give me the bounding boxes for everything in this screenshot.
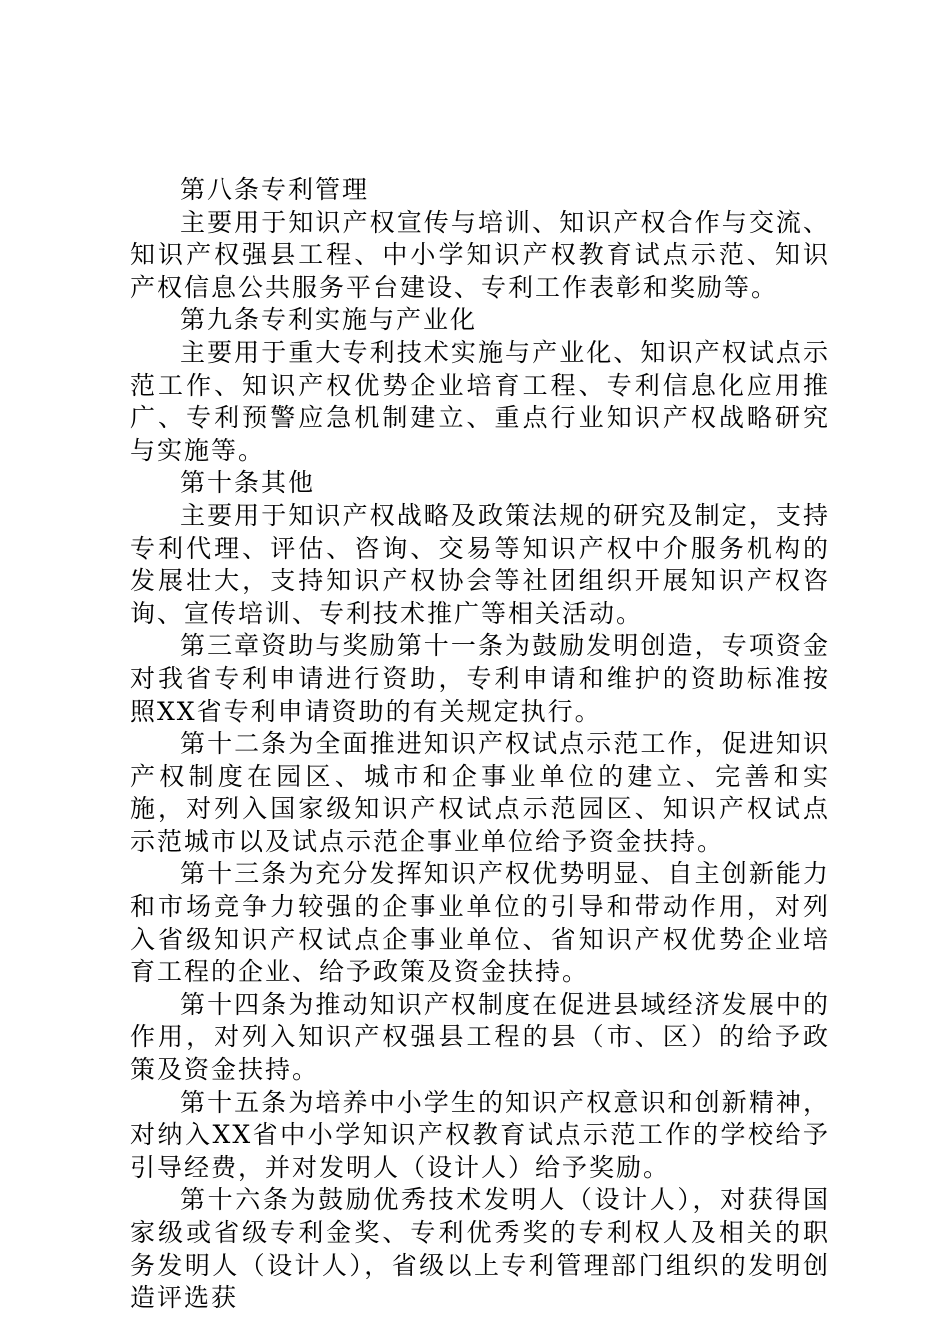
- article-9-heading: 第九条专利实施与产业化: [180, 305, 478, 335]
- article-14-body: 第十四条为推动知识产权制度在促进县域经济发展中的作用，对列入知识产权强县工程的县（市、区）的给予政策及资金扶持。: [130, 989, 830, 1085]
- article-10-body: 主要用于知识产权战略及政策法规的研究及制定，支持专利代理、评估、咨询、交易等知识产权中介服务机构的发展壮大，支持知识产权协会等社团组织开展知识产权咨询、宣传培训、专利技术推广等相关活动。: [130, 500, 830, 628]
- article-16-body: 第十六条为鼓励优秀技术发明人（设计人），对获得国家级或省级专利金奖、专利优秀奖的专利权人及相关的职务发明人（设计人），省级以上专利管理部门组织的发明创造评选获: [130, 1185, 830, 1313]
- article-15-body: 第十五条为培养中小学生的知识产权意识和创新精神，对纳入XX省中小学知识产权教育试点示范工作的学校给予引导经费，并对发明人（设计人）给予奖励。: [130, 1087, 830, 1182]
- article-8-body: 主要用于知识产权宣传与培训、知识产权合作与交流、知识产权强县工程、中小学知识产权教育试点示范、知识产权信息公共服务平台建设、专利工作表彰和奖励等。: [130, 207, 830, 302]
- document-body: [130, 174, 830, 1315]
- article-8-heading: 第八条专利管理: [180, 175, 370, 204]
- article-9-body: 主要用于重大专利技术实施与产业化、知识产权试点示范工作、知识产权优势企业培育工程、专利信息化应用推广、专利预警应急机制建立、重点行业知识产权战略研究与实施等。: [130, 337, 830, 465]
- article-12-body: 第十二条为全面推进知识产权试点示范工作，促进知识产权制度在园区、城市和企事业单位的建立、完善和实施，对列入国家级知识产权试点示范园区、知识产权试点示范城市以及试点示范企事业单位给予资金扶持。: [130, 729, 830, 856]
- article-10-heading: 第十条其他: [180, 468, 316, 498]
- article-13-body: 第十三条为充分发挥知识产权优势明显、自主创新能力和市场竞争力较强的企事业单位的引导和带动作用，对列入省级知识产权试点企事业单位、省知识产权优势企业培育工程的企业、给予政策及资金扶持。: [130, 859, 830, 987]
- article-11-body: 第三章资助与奖励第十一条为鼓励发明创造，专项资金对我省专利申请进行资助，专利申请和维护的资助标准按照XX省专利申请资助的有关规定执行。: [130, 631, 830, 726]
